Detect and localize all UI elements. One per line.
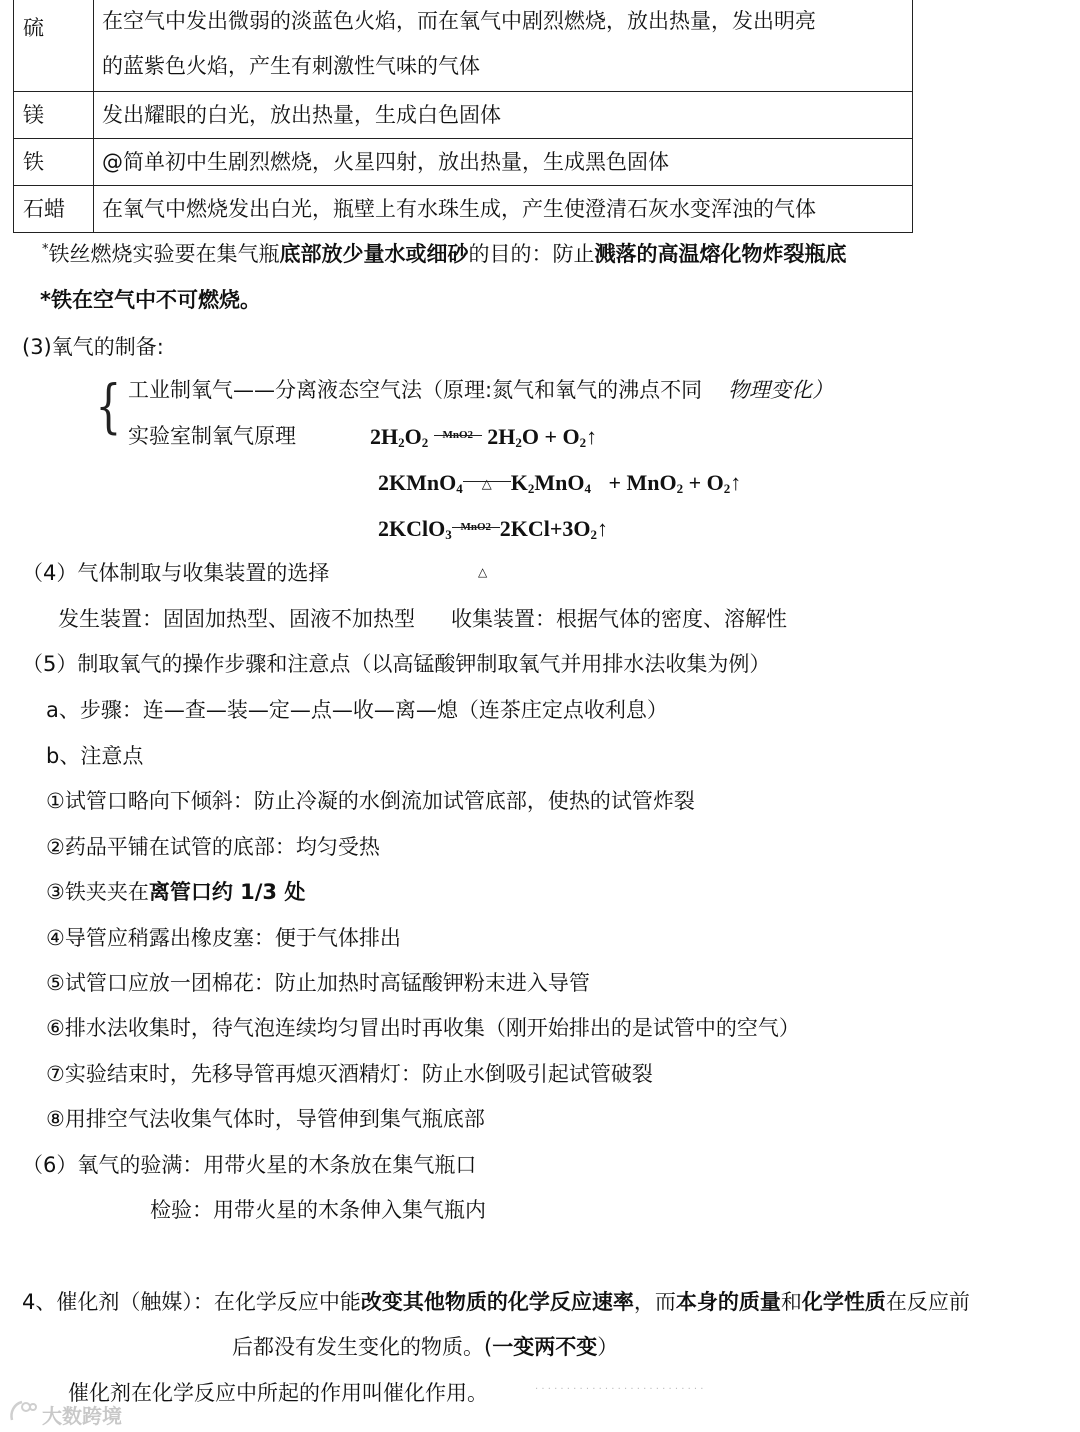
brace-icon: { — [95, 372, 122, 440]
section-6-title: （6）氧气的验满：用带火星的木条放在集气瓶口 — [22, 1153, 477, 1177]
steps-line: a、步骤：连—查—装—定—点—收—离—熄（连茶庄定点收利息） — [46, 698, 668, 722]
table-row — [14, 92, 913, 139]
notes-heading: b、注意点 — [46, 744, 144, 768]
note-item: ④导管应稍露出橡皮塞：便于气体排出 — [46, 926, 401, 950]
note-iron-wire: *铁丝燃烧实验要在集气瓶底部放少量水或细砂的目的：防止溅落的高温熔化物炸裂瓶底 — [42, 242, 847, 266]
desc-line-2: 的蓝紫色火焰，产生有刺激性气味的气体 — [102, 54, 480, 78]
note-item: ①试管口略向下倾斜：防止冷凝的水倒流加试管底部，使热的试管炸裂 — [46, 789, 695, 813]
equation-kclo3: 2KClO$_3$ MnO2 $2KCl+3O_2↑$ — [378, 516, 608, 542]
combustion-table — [13, 0, 913, 233]
apparatus-line: 发生装置：固固加热型、固液不加热型 收集装置：根据气体的密度、溶解性 — [58, 607, 787, 631]
check-line: 检验：用带火星的木条伸入集气瓶内 — [150, 1198, 486, 1222]
watermark-text: 大数跨境 — [42, 1404, 122, 1428]
table-cell-desc: @简单初中生剧烈燃烧，火星四射，放出热量，生成黑色固体 — [94, 139, 913, 186]
note-item: ⑤试管口应放一团棉花：防止加热时高锰酸钾粉末进入导管 — [46, 971, 590, 995]
table-row — [14, 0, 913, 92]
equation-h2o2: $2H_2O_2$ MnO2 $2H_2O$ + $O_2↑$ — [370, 424, 598, 450]
note-item: ⑦实验结束时，先移导管再熄灭酒精灯：防止水倒吸引起试管破裂 — [46, 1062, 653, 1086]
table-cell-name: 石蜡 — [14, 186, 94, 233]
table-cell-name: 硫 — [14, 0, 94, 92]
table-cell-desc: 发出耀眼的白光，放出热量，生成白色固体 — [94, 92, 913, 139]
table-cell-desc — [94, 0, 913, 92]
note-item: ②药品平铺在试管的底部：均匀受热 — [46, 835, 380, 859]
section-3-title: (3)氧气的制备: — [22, 335, 164, 359]
note-item: ⑧用排空气法收集气体时，导管伸到集气瓶底部 — [46, 1107, 485, 1131]
note-iron-air: *铁在空气中不可燃烧。 — [40, 288, 261, 312]
catalyst-definition-cont: 后都没有发生变化的物质。(一变两不变） — [232, 1335, 619, 1359]
table-row — [14, 186, 913, 233]
section-5-title: （5）制取氧气的操作步骤和注意点（以高锰酸钾制取氧气并用排水法收集为例） — [22, 652, 771, 676]
desc-line-1: 在空气中发出微弱的淡蓝色火焰，而在氧气中剧烈燃烧，放出热量，发出明亮 — [102, 9, 816, 33]
table-cell-desc: 在氧气中燃烧发出白光，瓶壁上有水珠生成，产生使澄清石灰水变浑浊的气体 — [94, 186, 913, 233]
lab-oxygen-label: 实验室制氧气原理 — [128, 424, 296, 448]
catalyst-definition: 4、催化剂（触媒）：在化学反应中能改变其他物质的化学反应速率，而本身的质量和化学性质在反应前 — [22, 1290, 970, 1314]
table-cell-name: 铁 — [14, 139, 94, 186]
equation-kmno4: 2KMnO$_4$ △ $K_2MnO_4 + MnO_2$ + $O_2↑$ — [378, 470, 742, 496]
watermark-logo-icon — [8, 1398, 38, 1424]
decorative-dots: · · · · · · · · · · · · · · · · · · · · · · · · · · · — [535, 1384, 704, 1395]
table-cell-name: 镁 — [14, 92, 94, 139]
industrial-oxygen: 工业制氧气——分离液态空气法（原理:氮气和氧气的沸点不同 物理变化） — [128, 378, 834, 402]
section-4-title: （4）气体制取与收集装置的选择 — [22, 561, 330, 585]
note-item: ⑥排水法收集时，待气泡连续均匀冒出时再收集（刚开始排出的是试管中的空气） — [46, 1016, 800, 1040]
triangle-icon: △ — [478, 565, 488, 579]
note-item: ③铁夹夹在离管口约 1/3 处 — [46, 880, 306, 904]
catalysis-line: 催化剂在化学反应中所起的作用叫催化作用。 — [68, 1381, 488, 1405]
table-row — [14, 139, 913, 186]
